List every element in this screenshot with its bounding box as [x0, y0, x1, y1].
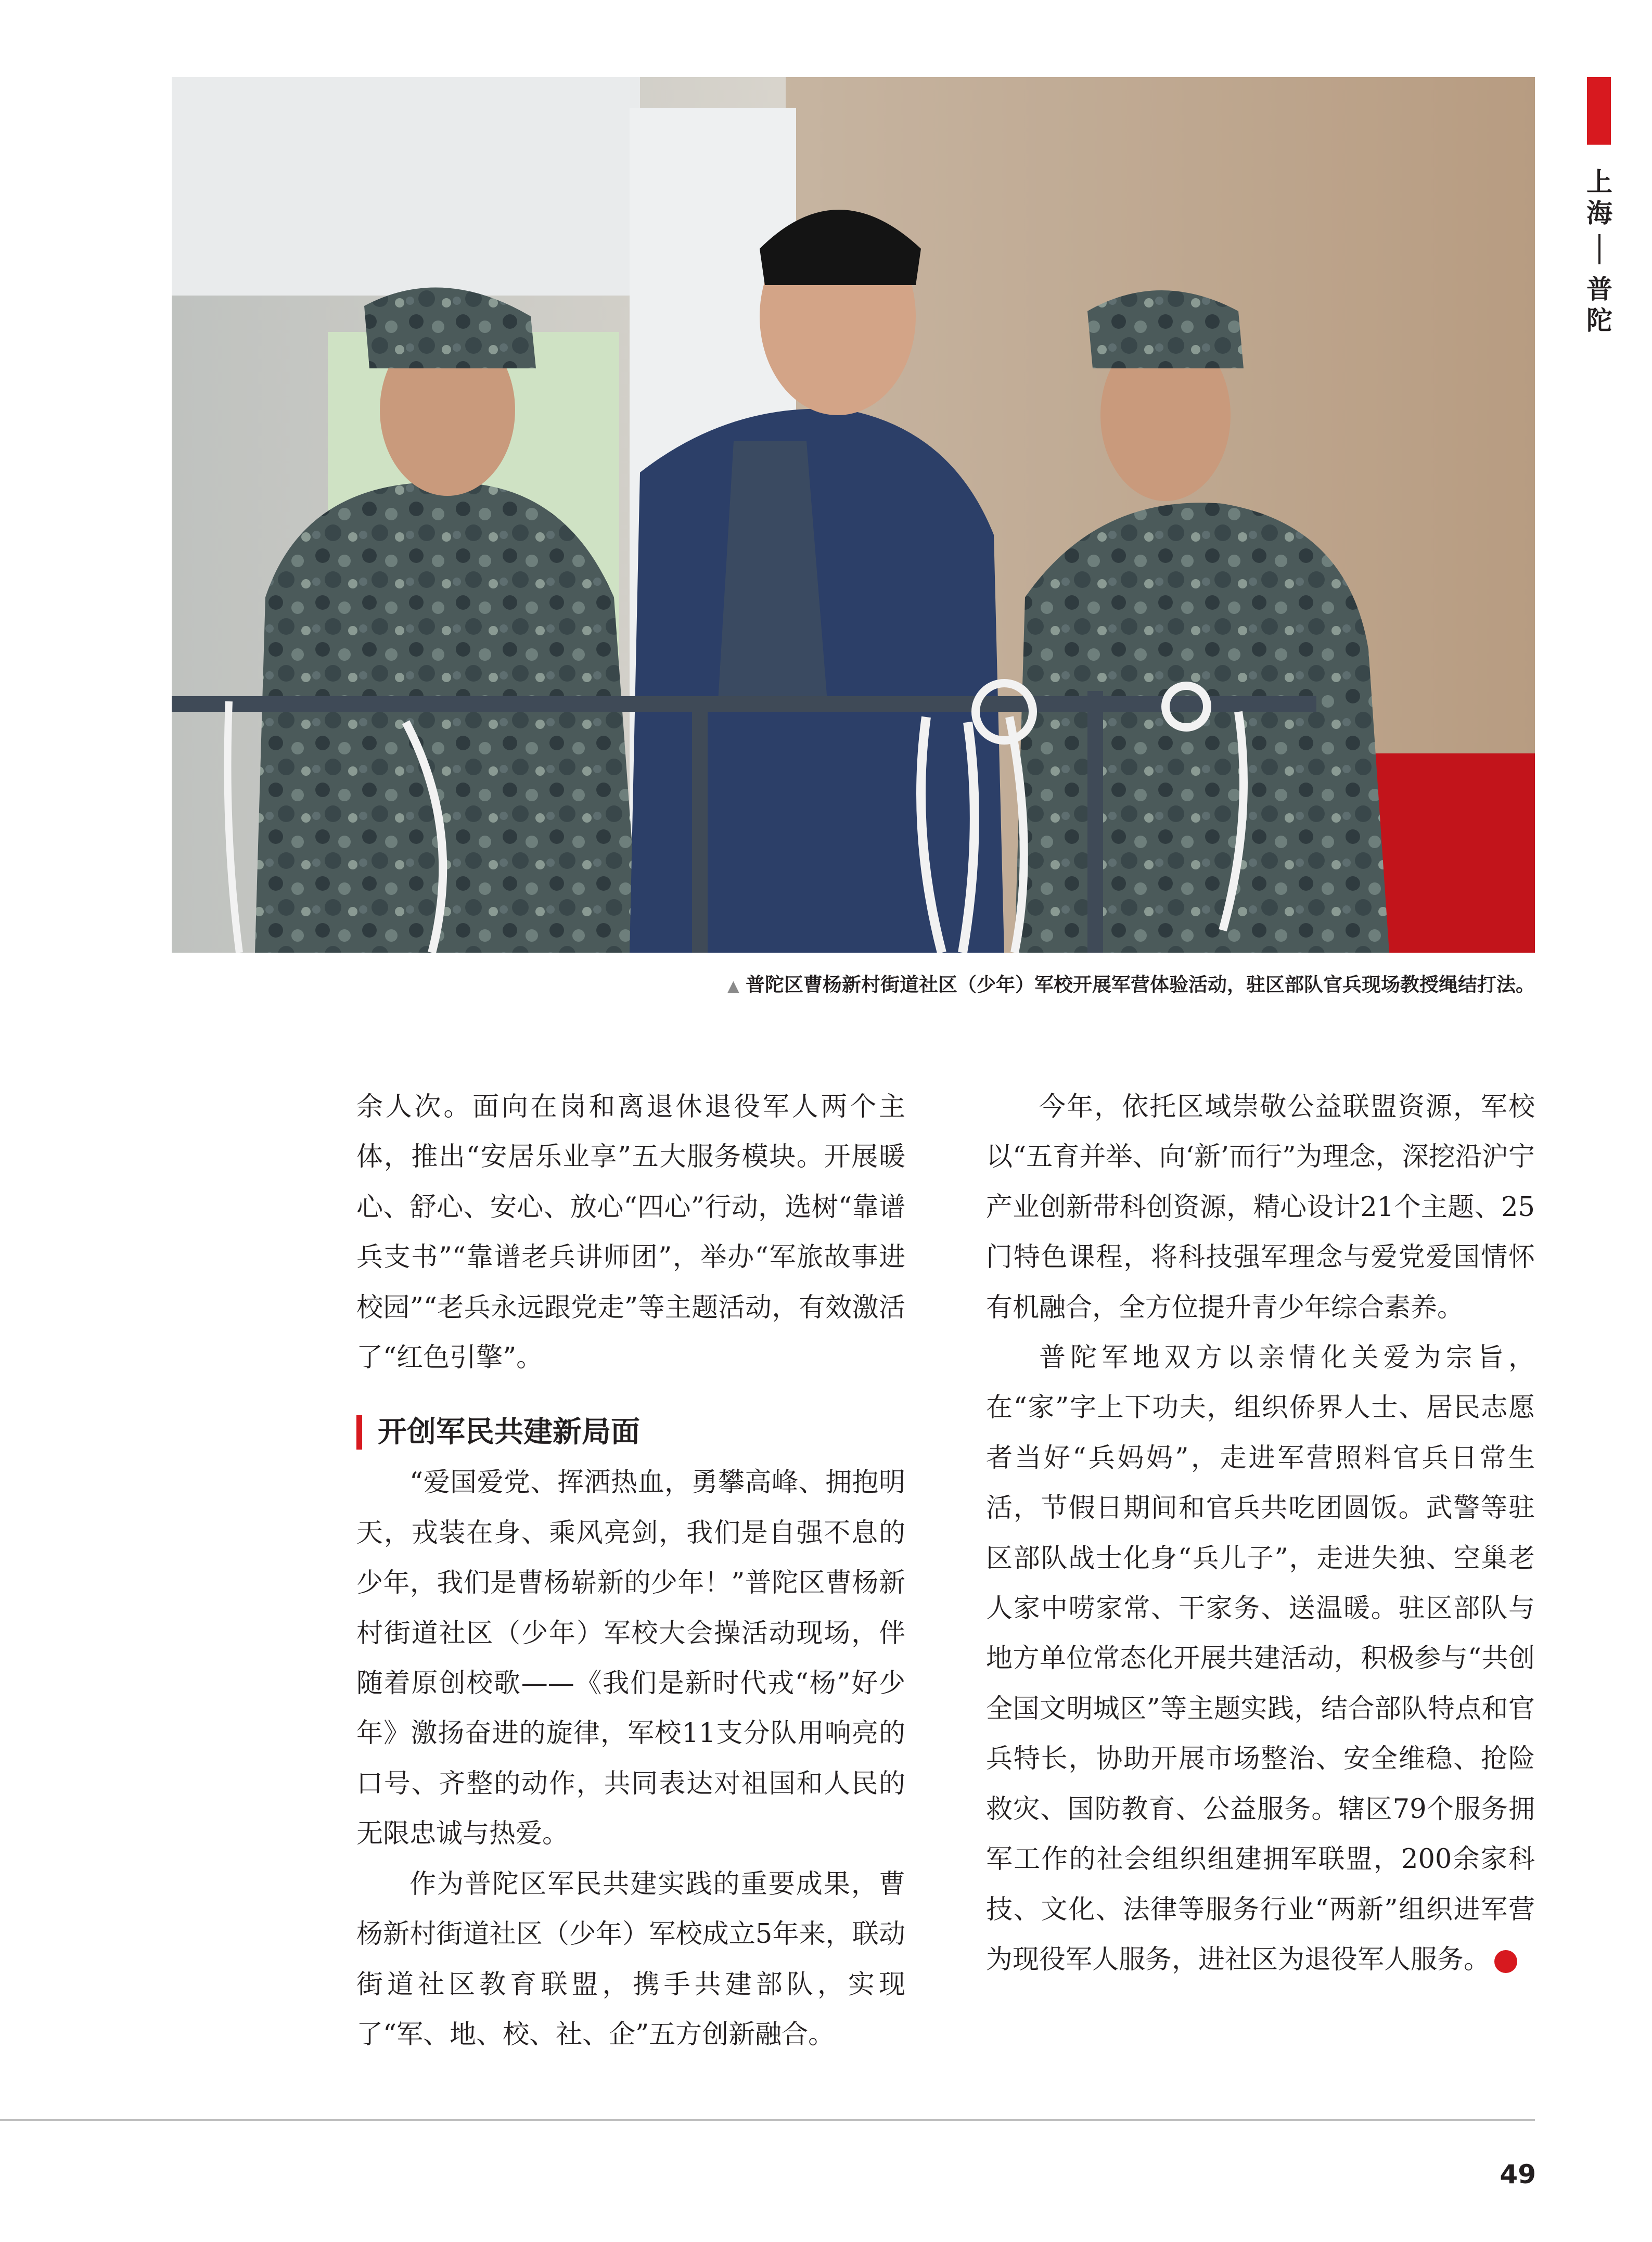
- left-paragraph-1: 余人次。面向在岗和离退休退役军人两个主体，推出“安居乐业享”五大服务模块。开展暖心、舒心、安心、放心“四心”行动，选树“靠谱兵支书”“靠谱老兵讲师团”，举办“军旅故事进校园”“老兵永远跟党走”等主题活动，有效激活了“红色引擎”。: [356, 1092, 905, 1374]
- right-column: [986, 1082, 1563, 1985]
- section-heading: [356, 1414, 905, 1451]
- right-paragraph-2-text: 普陀军地双方以亲情化关爱为宗旨，在“家”字上下功夫，组织侨界人士、居民志愿者当好“兵妈妈”，走进军营照料官兵日常生活，节假日期间和官兵共吃团圆饭。武警等驻区部队战士化身“兵儿子”，走进失独、空巢老人家中唠家常、干家务、送温暖。驻区部队与地方单位常态化开展共建活动，积极参与“共创全国文明城区”等主题实践，结合部队特点和官兵特长，协助开展市场整治、安全维稳、抢险救灾、国防教育、公益服务。辖区79个服务拥军工作的社会组织组建拥军联盟，200余家科技、文化、法律等服务行业“两新”组织进军营为现役军人服务，进社区为退役军人服务。: [986, 1342, 1535, 1975]
- caption-text: 普陀区曹杨新村街道社区（少年）军校开展军营体验活动，驻区部队官兵现场教授绳结打法。: [746, 973, 1535, 996]
- right-paragraph-2: [986, 1333, 1563, 1985]
- section-tab-divider: [1598, 234, 1600, 264]
- section-tab-region: 上海: [1586, 167, 1612, 228]
- left-paragraph-3: 作为普陀区军民共建实践的重要成果，曹杨新村街道社区（少年）军校成立5年来，联动街道社区教育联盟，携手共建部队，实现了“军、地、校、社、企”五方创新融合。: [356, 1868, 905, 2050]
- heading-accent-bar: [356, 1415, 362, 1450]
- footer-divider: [0, 2119, 1535, 2121]
- article-photo: [172, 77, 1535, 953]
- section-heading-text: 开创军民共建新局面: [378, 1415, 640, 1450]
- right-paragraph-1: 今年，依托区域崇敬公益联盟资源，军校以“五育并举、向‘新’而行”为理念，深挖沿沪宁产业创新带科创资源，精心设计21个主题、25门特色课程，将科技强军理念与爱党爱国情怀有机融合，全方位提升青少年综合素养。: [986, 1092, 1535, 1323]
- section-tab-district: 普陀: [1586, 274, 1612, 336]
- caption-triangle-icon: ▲: [727, 977, 739, 995]
- section-tab-accent: [1587, 77, 1611, 145]
- article-end-mark-icon: N: [1494, 1950, 1517, 1973]
- left-column: [356, 1082, 905, 2060]
- photo-illustration: [172, 77, 1535, 953]
- photo-caption: [172, 969, 1535, 997]
- section-tab-label: [1582, 166, 1617, 336]
- page-number: 49: [1500, 2159, 1536, 2189]
- left-paragraph-2: “爱国爱党、挥洒热血，勇攀高峰、拥抱明天，戎装在身、乘风亮剑，我们是自强不息的少年，我们是曹杨崭新的少年！”普陀区曹杨新村街道社区（少年）军校大会操活动现场，伴随着原创校歌——《我们是新时代戎“杨”好少年》激扬奋进的旋律，军校11支分队用响亮的口号、齐整的动作，共同表达对祖国和人民的无限忠诚与热爱。: [356, 1467, 905, 1850]
